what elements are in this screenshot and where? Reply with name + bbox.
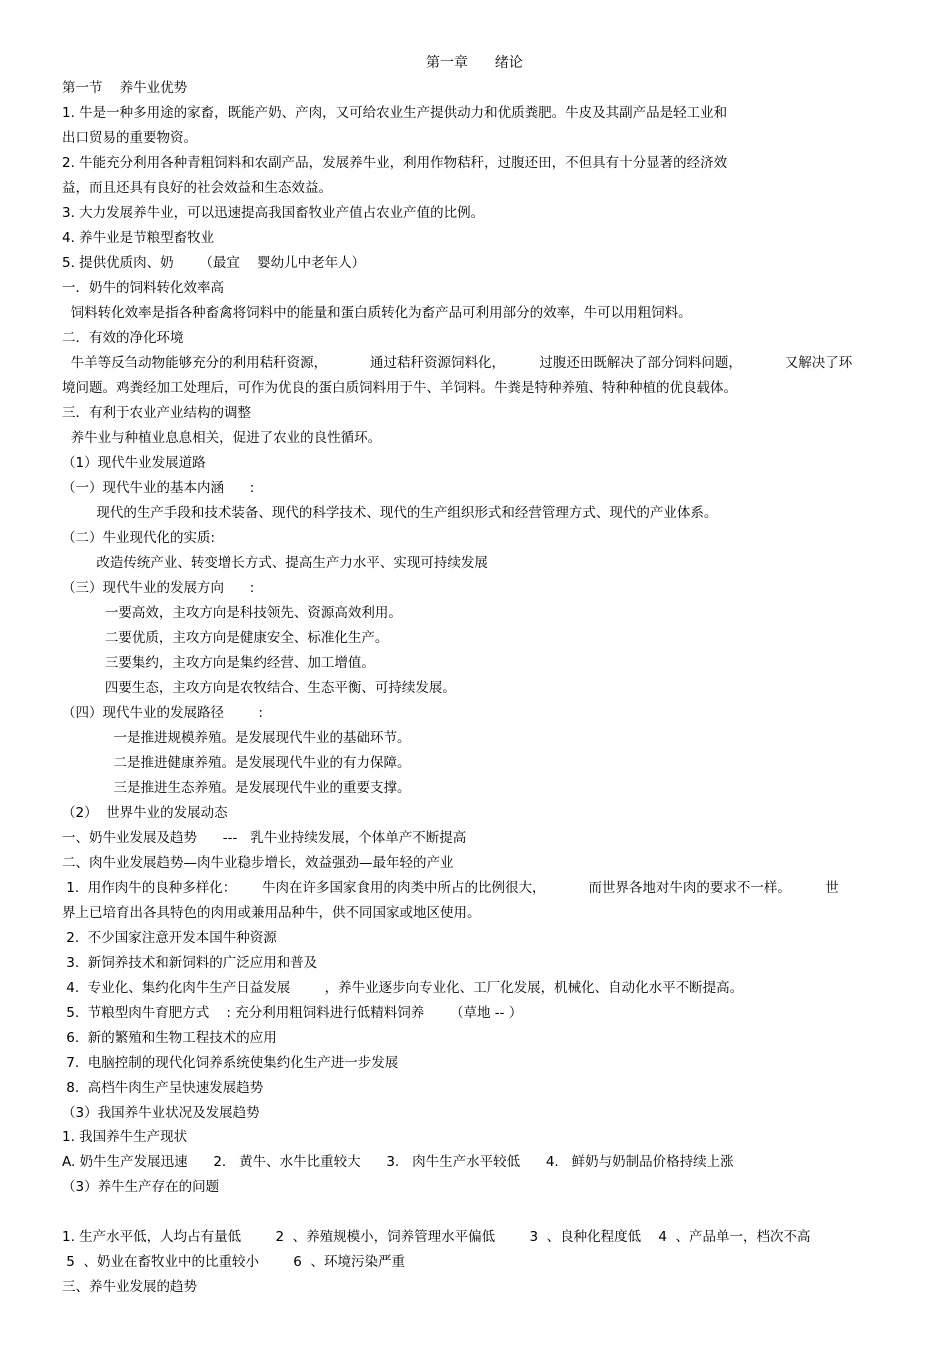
text-line: 一、奶牛业发展及趋势 --- 乳牛业持续发展，个体单产不断提高 — [62, 830, 467, 846]
text-line: （2） 世界牛业的发展动态 — [62, 805, 228, 821]
text-line: 饲料转化效率是指各种畜禽将饲料中的能量和蛋白质转化为畜产品可利用部分的效率，牛可以用粗饲料。 — [62, 305, 692, 321]
text-line: （3）养牛生产存在的问题 — [62, 1179, 220, 1195]
text-line: 二．有效的净化环境 — [62, 330, 184, 346]
text-line: 三要集约，主攻方向是集约经营、加工增值。 — [62, 655, 375, 671]
text-line: 境问题。鸡粪经加工处理后，可作为优良的蛋白质饲料用于牛、羊饲料。牛粪是特种养殖、特种种植的优良载体。 — [62, 380, 737, 396]
text-line: （四）现代牛业的发展路径 : — [62, 705, 263, 721]
chapter-title: 第一章 绪论 — [426, 55, 523, 71]
text-line: 1. 生产水平低，人均占有量低 2 、养殖规模小，饲养管理水平偏低 3 、良种化程度低 4 、产品单一，档次不高 — [62, 1229, 811, 1245]
text-line: 6. 新的繁殖和生物工程技术的应用 — [62, 1030, 277, 1046]
text-line: 5. 提供优质肉、奶 （最宜 婴幼儿中老年人） — [62, 255, 366, 271]
text-line: 养牛业与种植业息息相关，促进了农业的良性循环。 — [62, 430, 382, 446]
text-line: 3. 新饲养技术和新饲料的广泛应用和普及 — [62, 955, 318, 971]
text-line: 界上已培育出各具特色的肉用或兼用品种牛，供不同国家或地区使用。 — [62, 905, 481, 921]
text-line: （三）现代牛业的发展方向 : — [62, 580, 255, 596]
text-line: 牛羊等反刍动物能够充分的利用秸秆资源， 通过秸秆资源饲料化， 过腹还田既解决了部分饲料问题， 又解决了环 — [62, 355, 853, 371]
text-line: （一）现代牛业的基本内涵 : — [62, 480, 255, 496]
text-line: 1. 牛是一种多用途的家畜，既能产奶、产肉，又可给农业生产提供动力和优质粪肥。牛皮及其副产品是轻工业和 — [62, 105, 728, 121]
text-line: 8. 高档牛肉生产呈快速发展趋势 — [62, 1080, 264, 1096]
text-line: 二、肉牛业发展趋势—肉牛业稳步增长，效益强劲—最年轻的产业 — [62, 855, 454, 871]
text-line: 三．有利于农业产业结构的调整 — [62, 405, 251, 421]
text-line: 一．奶牛的饲料转化效率高 — [62, 280, 224, 296]
text-line: 二是推进健康养殖。是发展现代牛业的有力保障。 — [62, 755, 411, 771]
text-line: 4. 专业化、集约化肉牛生产日益发展 ，养牛业逐步向专业化、工厂化发展，机械化、自动化水平不断提高。 — [62, 980, 744, 996]
text-line: 5 、奶业在畜牧业中的比重较小 6 、环境污染严重 — [62, 1254, 405, 1270]
text-line: 三、养牛业发展的趋势 — [62, 1279, 197, 1295]
text-line: 益，而且还具有良好的社会效益和生态效益。 — [62, 180, 332, 196]
text-line: 三是推进生态养殖。是发展现代牛业的重要支撑。 — [62, 780, 411, 796]
text-line: 四要生态，主攻方向是农牧结合、生态平衡、可持续发展。 — [62, 680, 456, 696]
text-line: 1. 我国养牛生产现状 — [62, 1129, 188, 1145]
text-line: 一是推进规模养殖。是发展现代牛业的基础环节。 — [62, 730, 411, 746]
text-line: 二要优质，主攻方向是健康安全、标准化生产。 — [62, 630, 389, 646]
text-line: 改造传统产业、转变增长方式、提高生产力水平、实现可持续发展 — [62, 555, 488, 571]
text-line: 5. 节粮型肉牛育肥方式 : 充分利用粗饲料进行低精料饲养 （草地 -- ） — [62, 1005, 523, 1021]
text-line: （二）牛业现代化的实质: — [62, 530, 216, 546]
text-line: 一要高效，主攻方向是科技领先、资源高效利用。 — [62, 605, 402, 621]
text-line: 现代的生产手段和技术装备、现代的科学技术、现代的生产组织形式和经营管理方式、现代的产业体系。 — [62, 505, 718, 521]
text-line: 第一节 养牛业优势 — [62, 80, 188, 96]
text-line: （3）我国养牛业状况及发展趋势 — [62, 1105, 260, 1121]
text-line: 出口贸易的重要物资。 — [62, 130, 197, 146]
text-line: 2. 牛能充分利用各种青粗饲料和农副产品，发展养牛业，利用作物秸秆，过腹还田，不但具有十分显著的经济效 — [62, 155, 728, 171]
text-line: A. 奶牛生产发展迅速 2. 黄牛、水牛比重较大 3. 肉牛生产水平较低 4. 鲜奶与奶制品价格持续上涨 — [62, 1154, 734, 1170]
text-line: 1. 用作肉牛的良种多样化： 牛肉在许多国家食用的肉类中所占的比例很大， 而世界各地对牛肉的要求不一样。 世 — [62, 880, 839, 896]
text-line: 2. 不少国家注意开发本国牛种资源 — [62, 930, 277, 946]
text-line: 7. 电脑控制的现代化饲养系统使集约化生产进一步发展 — [62, 1055, 399, 1071]
text-line: （1）现代牛业发展道路 — [62, 455, 206, 471]
text-line: 4. 养牛业是节粮型畜牧业 — [62, 230, 215, 246]
text-line: 3. 大力发展养牛业，可以迅速提高我国畜牧业产值占农业产值的比例。 — [62, 205, 485, 221]
